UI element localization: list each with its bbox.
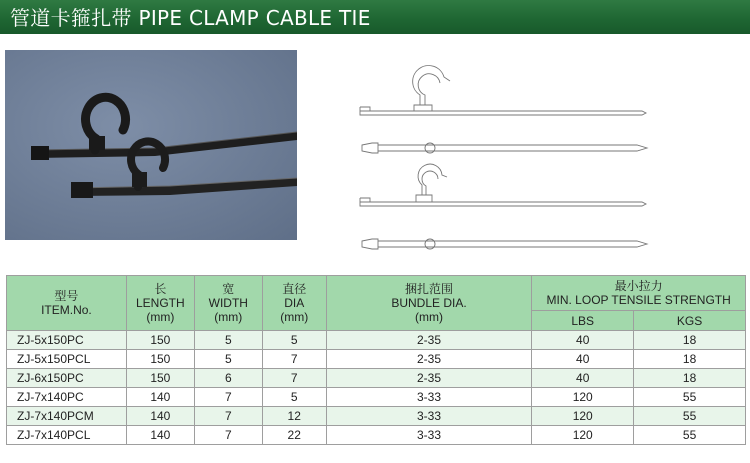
col-header-width: 宽 WIDTH (mm) — [194, 276, 262, 331]
tie-top-view-2 — [362, 239, 378, 249]
cell-item: ZJ-5x150PC — [7, 331, 127, 350]
cell-dia: 7 — [262, 350, 326, 369]
page-title: 管道卡箍扎带 PIPE CLAMP CABLE TIE — [10, 6, 371, 30]
cell-lbs: 40 — [532, 350, 634, 369]
cell-lbs: 120 — [532, 388, 634, 407]
clamp-side-view-1 — [413, 66, 450, 105]
col-header-dia: 直径 DIA (mm) — [262, 276, 326, 331]
table-row — [7, 407, 746, 426]
cell-bundle: 3-33 — [326, 407, 532, 426]
cell-width: 6 — [194, 369, 262, 388]
cell-bundle: 2-35 — [326, 350, 532, 369]
cell-bundle: 2-35 — [326, 369, 532, 388]
cell-length: 150 — [126, 331, 194, 350]
cell-lbs: 40 — [532, 369, 634, 388]
cell-kgs: 18 — [634, 369, 746, 388]
cell-width: 5 — [194, 331, 262, 350]
tie-top-view-1 — [362, 143, 378, 153]
table-row — [7, 331, 746, 350]
cell-length: 140 — [126, 426, 194, 445]
clamp-side-view-2 — [418, 164, 447, 195]
cell-item: ZJ-6x150PC — [7, 369, 127, 388]
cell-width: 5 — [194, 350, 262, 369]
table-row — [7, 426, 746, 445]
cell-lbs: 120 — [532, 426, 634, 445]
cell-bundle: 3-33 — [326, 388, 532, 407]
cell-length: 150 — [126, 369, 194, 388]
col-header-lbs: LBS — [532, 311, 634, 331]
cell-item: ZJ-7x140PC — [7, 388, 127, 407]
cell-kgs: 55 — [634, 388, 746, 407]
cell-lbs: 40 — [532, 331, 634, 350]
cable-tie-photo-illustration — [5, 50, 297, 240]
title-banner — [0, 0, 750, 34]
cell-bundle: 3-33 — [326, 426, 532, 445]
cell-dia: 5 — [262, 388, 326, 407]
product-photo — [5, 50, 297, 240]
cell-dia: 22 — [262, 426, 326, 445]
cell-dia: 12 — [262, 407, 326, 426]
cell-item: ZJ-7x140PCL — [7, 426, 127, 445]
col-header-bundle: 捆扎范围 BUNDLE DIA. (mm) — [326, 276, 532, 331]
cell-kgs: 18 — [634, 350, 746, 369]
cell-item: ZJ-7x140PCM — [7, 407, 127, 426]
col-header-item: 型号 ITEM.No. — [7, 276, 127, 331]
cell-width: 7 — [194, 388, 262, 407]
col-header-length: 长 LENGTH (mm) — [126, 276, 194, 331]
col-header-kgs: KGS — [634, 311, 746, 331]
cell-length: 150 — [126, 350, 194, 369]
col-header-tensile: 最小拉力 MIN. LOOP TENSILE STRENGTH — [532, 276, 746, 311]
cell-kgs: 18 — [634, 331, 746, 350]
cell-dia: 5 — [262, 331, 326, 350]
cell-length: 140 — [126, 388, 194, 407]
table-row — [7, 388, 746, 407]
spec-table — [6, 275, 746, 445]
cell-width: 7 — [194, 407, 262, 426]
cell-length: 140 — [126, 407, 194, 426]
cell-dia: 7 — [262, 369, 326, 388]
cell-kgs: 55 — [634, 407, 746, 426]
cell-bundle: 2-35 — [326, 331, 532, 350]
cell-kgs: 55 — [634, 426, 746, 445]
table-row — [7, 350, 746, 369]
table-row — [7, 369, 746, 388]
cell-width: 7 — [194, 426, 262, 445]
cell-item: ZJ-5x150PCL — [7, 350, 127, 369]
technical-drawing — [352, 55, 652, 260]
cell-lbs: 120 — [532, 407, 634, 426]
